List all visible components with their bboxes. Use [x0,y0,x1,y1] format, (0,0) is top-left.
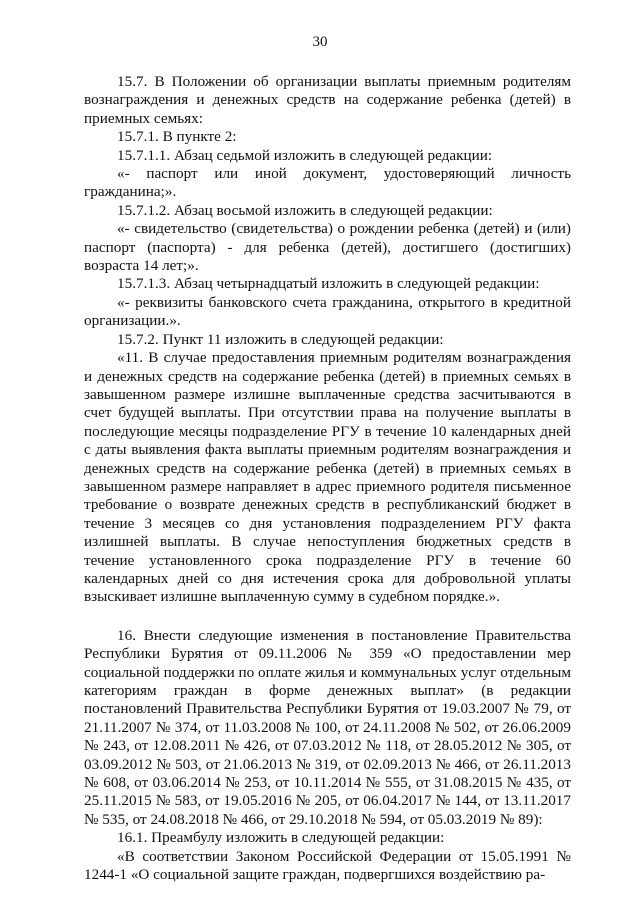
paragraph-15-7-1-3: 15.7.1.3. Абзац четырнадцатый изложить в следующей редакции: [117,275,540,293]
paragraph-15-7-1: 15.7.1. В пункте 2: [117,128,237,146]
paragraph-15-7-1-1: 15.7.1.1. Абзац седьмой изложить в следующей редакции: [117,146,493,164]
quote-bank-details: «- реквизиты банковского счета гражданина, открытого в кредитной организации.». [84,293,571,330]
paragraph-15-7: 15.7. В Положении об организации выплаты приемным родителям вознаграждения и денежных средств на содержание ребенка (детей) в приемных семьях: [84,73,571,127]
page-number: 30 [312,34,328,50]
paragraph-15-7-2: 15.7.2. Пункт 11 изложить в следующей редакции: [117,330,444,348]
quote-birth-certificate: «- свидетельство (свидетельства) о рождении ребенка (детей) и (или) паспорт (паспорта) - для ребенка (детей), достигшего (достигших) возраста 14 лет;». [84,220,571,275]
quote-preamble: «В соответствии Законом Российской Федерации от 15.05.1991 № 1244-1 «О социальной защите граждан, подвергшихся воздействию ра- [84,847,571,884]
paragraph-16-1: 16.1. Преамбулу изложить в следующей редакции: [117,829,445,847]
paragraph-15-7-1-2: 15.7.1.2. Абзац восьмой изложить в следующей редакции: [117,201,493,219]
quote-passport: «- паспорт или иной документ, удостоверяющий личность гражданина;». [84,165,571,201]
document-body [84,73,571,884]
paragraph-16: 16. Внести следующие изменения в постановление Правительства Республики Бурятия от 09.11.2006 № 359 «О предоставлении мер социальной поддержки по оплате жилья и коммунальных услуг отдельным категориям граждан в форме денежных выплат» (в редакции постановлений Правительства Республики Бурятия от 19.03.2007 № 79, от 21.11.2007 № 374, от 11.03.2008 № 100, от 24.11.2008 № 502, от 26.06.2009 № 243, от 12.08.2011 № 426, от 07.03.2012 № 118, от 28.05.2012 № 305, от 03.09.2012 № 503, от 21.06.2013 № 319, от 02.09.2013 № 466, от 26.11.2013 № 608, от 03.06.2014 № 253, от 10.11.2014 № 555, от 31.08.2015 № 435, от 25.11.2015 № 583, от 19.05.2016 № 205, от 06.04.2017 № 144, от 13.11.2017 № 535, от 24.08.2018 № 466, от 29.10.2018 № 594, от 05.03.2019 № 89): [84,626,571,828]
quote-point-11: «11. В случае предоставления приемным родителям вознаграждения и денежных средств на содержание ребенка (детей) в приемных семьях в завышенном размере излишне выплаченные средства засчитываются в счет будущей выплаты. При отсутствии права на получение выплаты в последующие месяцы подразделение РГУ в течение 10 календарных дней с даты выявления факта выплаты приемным родителям вознаграждения и денежных средств на содержание ребенка (детей) в приемных семьях в завышенном размере направляет в адрес приемного родителя письменное требование о возврате денежных средств в республиканский бюджет в течение 3 месяцев со дня установления подразделением РГУ факта излишней выплаты. В случае непоступления бюджетных средств в течение установленного срока подразделение РГУ в течение 60 календарных дней со дня истечения срока для добровольной уплаты взыскивает излишне выплаченную сумму в судебном порядке.». [84,349,571,606]
